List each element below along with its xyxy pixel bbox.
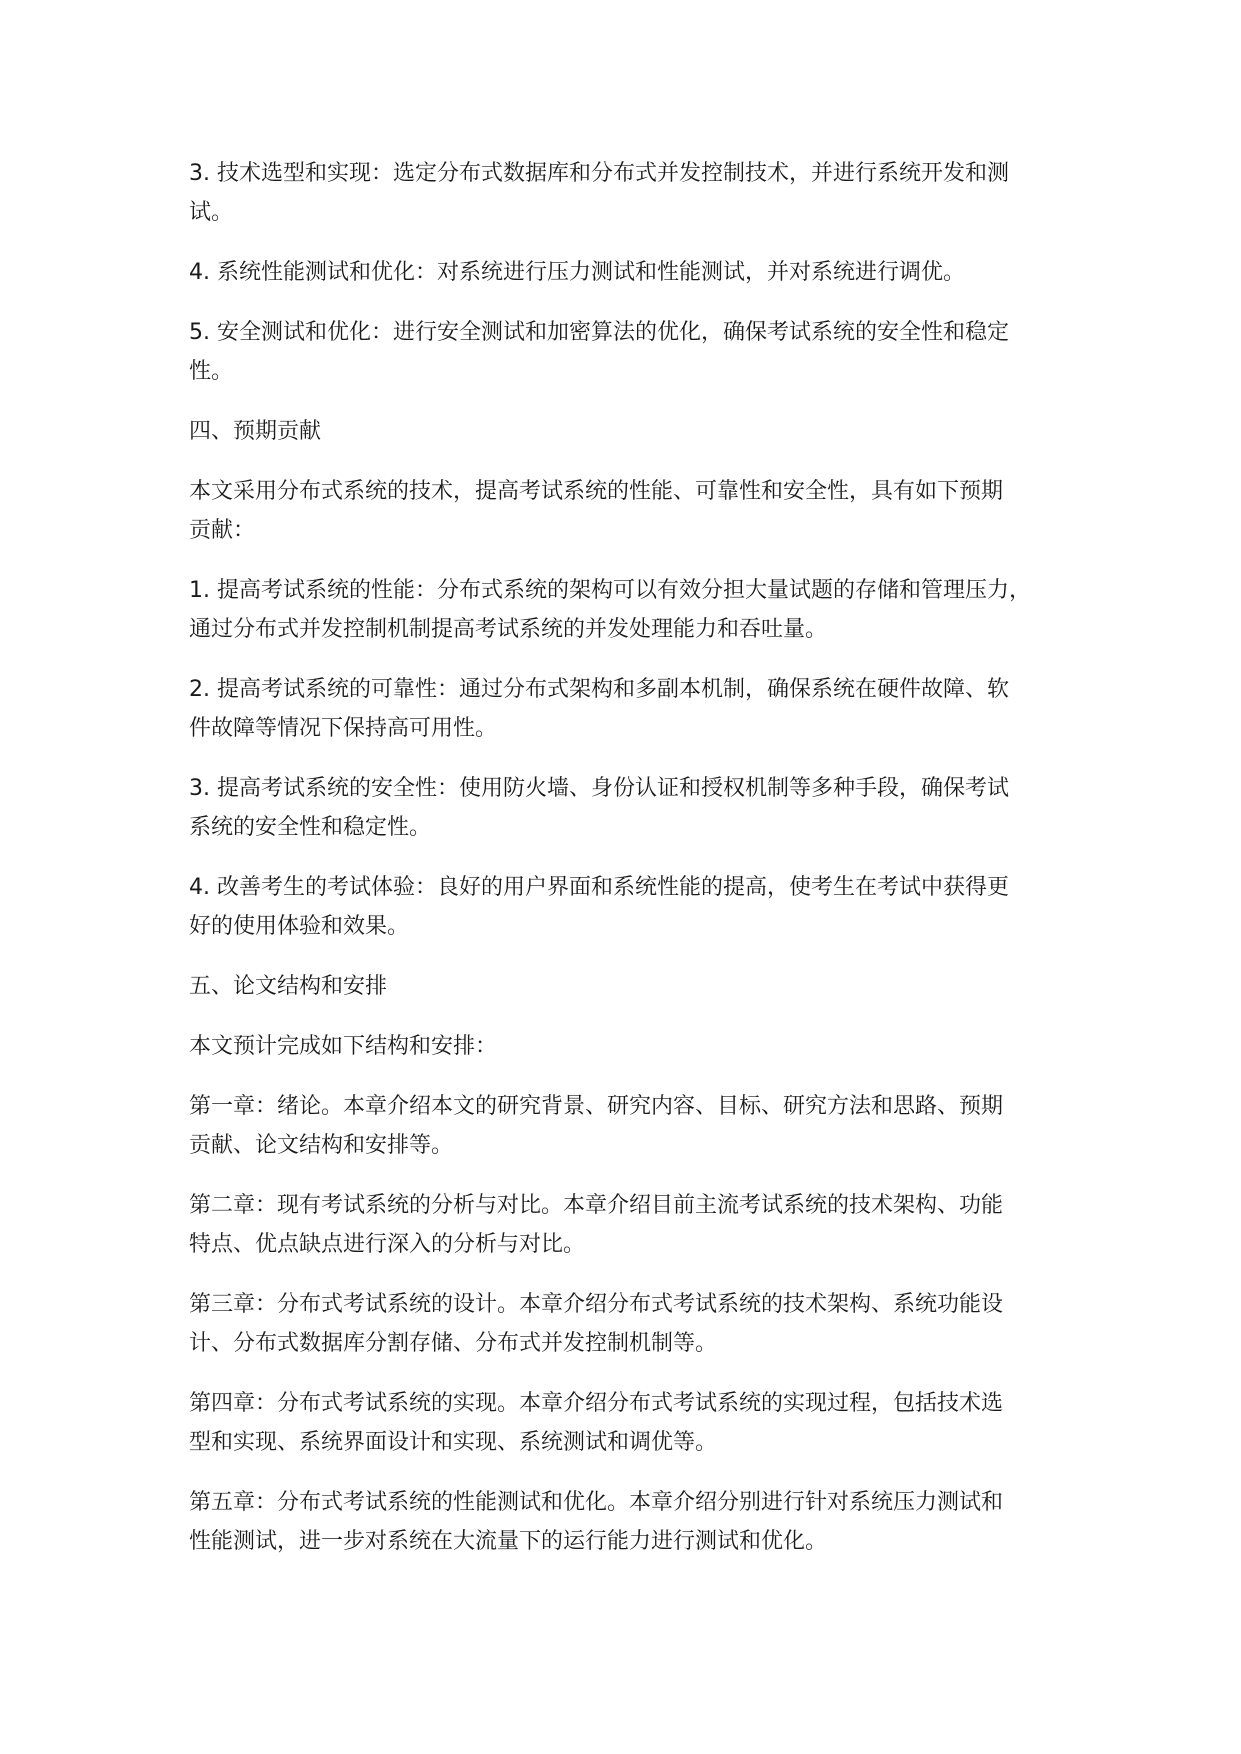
text-line: 第三章：分布式考试系统的设计。本章介绍分布式考试系统的技术架构、系统功能设 [189, 1292, 1004, 1317]
text-line: 四、预期贡献 [189, 419, 322, 444]
text-line: 第二章：现有考试系统的分析与对比。本章介绍目前主流考试系统的技术架构、功能 [189, 1193, 1004, 1218]
text-line: 贡献： [189, 518, 256, 543]
text-line: 特点、优点缺点进行深入的分析与对比。 [189, 1232, 586, 1257]
text-line: 5. 安全测试和优化：进行安全测试和加密算法的优化，确保考试系统的安全性和稳定 [189, 320, 1009, 345]
text-line: 本文预计完成如下结构和安排： [189, 1034, 498, 1059]
text-line: 3. 技术选型和实现：选定分布式数据库和分布式并发控制技术，并进行系统开发和测 [189, 161, 1009, 186]
paragraph [189, 1483, 1089, 1561]
paragraph [189, 571, 1089, 649]
text-line: 第四章：分布式考试系统的实现。本章介绍分布式考试系统的实现过程，包括技术选 [189, 1391, 1004, 1416]
text-line: 系统的安全性和稳定性。 [189, 815, 432, 840]
paragraph [189, 1285, 1089, 1363]
paragraph [189, 313, 1089, 391]
text-line: 通过分布式并发控制机制提高考试系统的并发处理能力和吞吐量。 [189, 617, 828, 642]
paragraph [189, 412, 1089, 451]
paragraph [189, 253, 1089, 292]
paragraph [189, 1087, 1089, 1165]
paragraph [189, 868, 1089, 946]
text-line: 4. 系统性能测试和优化：对系统进行压力测试和性能测试，并对系统进行调优。 [189, 260, 965, 285]
paragraph [189, 472, 1089, 550]
text-line: 第五章：分布式考试系统的性能测试和优化。本章介绍分别进行针对系统压力测试和 [189, 1490, 1004, 1515]
paragraph [189, 670, 1089, 748]
paragraph [189, 1186, 1089, 1264]
text-line: 贡献、论文结构和安排等。 [189, 1133, 454, 1158]
text-line: 件故障等情况下保持高可用性。 [189, 716, 498, 741]
text-line: 五、论文结构和安排 [189, 974, 388, 999]
text-line: 3. 提高考试系统的安全性：使用防火墙、身份认证和授权机制等多种手段，确保考试 [189, 776, 1009, 801]
text-line: 本文采用分布式系统的技术，提高考试系统的性能、可靠性和安全性，具有如下预期 [189, 479, 1004, 504]
paragraph [189, 1027, 1089, 1066]
text-line: 4. 改善考生的考试体验：良好的用户界面和系统性能的提高，使考生在考试中获得更 [189, 875, 1009, 900]
paragraph [189, 1384, 1089, 1462]
text-line: 2. 提高考试系统的可靠性：通过分布式架构和多副本机制，确保系统在硬件故障、软 [189, 677, 1009, 702]
paragraph [189, 769, 1089, 847]
text-line: 性能测试，进一步对系统在大流量下的运行能力进行测试和优化。 [189, 1529, 828, 1554]
paragraph [189, 967, 1089, 1006]
paragraph [189, 154, 1089, 232]
document-body [189, 154, 1089, 1582]
text-line: 计、分布式数据库分割存储、分布式并发控制机制等。 [189, 1331, 718, 1356]
text-line: 试。 [189, 200, 234, 225]
text-line: 第一章：绪论。本章介绍本文的研究背景、研究内容、目标、研究方法和思路、预期 [189, 1094, 1004, 1119]
text-line: 性。 [189, 359, 234, 384]
text-line: 好的使用体验和效果。 [189, 914, 410, 939]
text-line: 型和实现、系统界面设计和实现、系统测试和调优等。 [189, 1430, 718, 1455]
text-line: 1. 提高考试系统的性能：分布式系统的架构可以有效分担大量试题的存储和管理压力， [189, 578, 1031, 603]
